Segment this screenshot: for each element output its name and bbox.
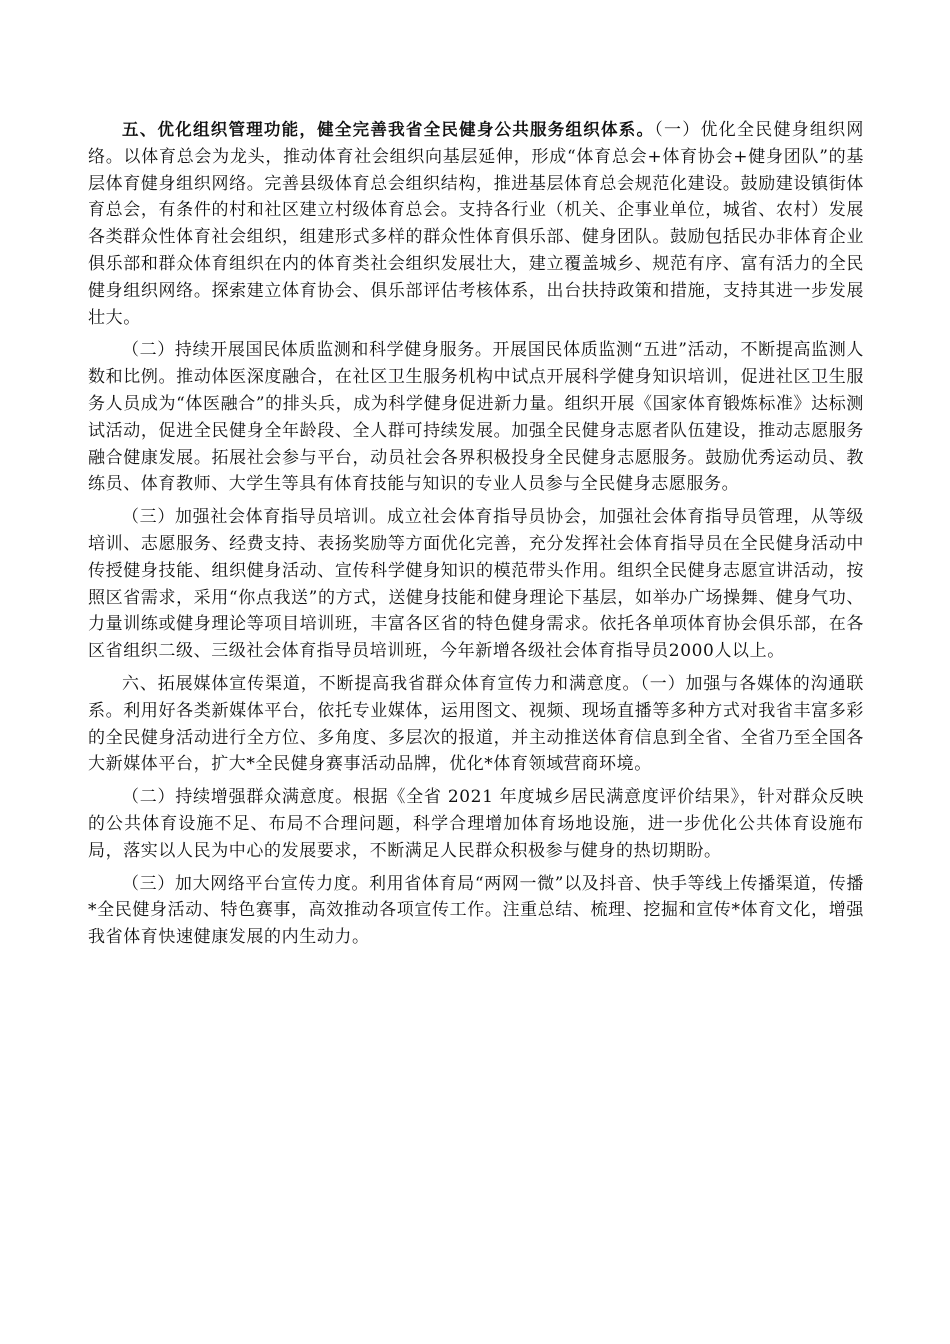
document-body	[88, 117, 864, 957]
paragraph-text: （二）持续开展国民体质监测和科学健身服务。开展国民体质监测“五进”活动，不断提高监测人数和比例。推动体医深度融合，在社区卫生服务机构中试点开展科学健身知识培训，促进社区卫生服务人员成为“体医融合”的排头兵，成为科学健身促进新力量。组织开展《国家体育锻炼标准》达标测试活动，促进全民健身全年龄段、全人群可持续发展。加强全民健身志愿者队伍建设，推动志愿服务融合健康发展。拓展社会参与平台，动员社会各界积极投身全民健身志愿服务。鼓励优秀运动员、教练员、体育教师、大学生等具有体育技能与知识的专业人员参与全民健身志愿服务。	[88, 340, 864, 495]
paragraph-text: （二）持续增强群众满意度。根据《全省 2021 年度城乡居民满意度评价结果》，针对群众反映的公共体育设施不足、布局不合理问题，科学合理增加体育场地设施，进一步优化公共体育设施布局，落实以人民为中心的发展要求，不断满足人民群众积极参与健身的热切期盼。	[88, 787, 864, 861]
paragraph-text: （三）加强社会体育指导员培训。成立社会体育指导员协会，加强社会体育指导员管理，从等级培训、志愿服务、经费支持、表扬奖励等方面优化完善，充分发挥社会体育指导员在全民健身活动中传授健身技能、组织健身活动、宣传科学健身知识的模范带头作用。组织全民健身志愿宣讲活动，按照区省需求，采用“你点我送”的方式，送健身技能和健身理论下基层，如举办广场操舞、健身气功、力量训练或健身理论等项目培训班，丰富各区省的特色健身需求。依托各单项体育协会俱乐部，在各区省组织二级、三级社会体育指导员培训班，今年新增各级社会体育指导员2000人以上。	[88, 507, 864, 662]
paragraph-instructor-training	[88, 504, 864, 665]
paragraph-text: （一）优化全民健身组织网络。以体育总会为龙头，推动体育社会组织向基层延伸，形成“体育总会+体育协会+健身团队”的基层体育健身组织网络。完善县级体育总会组织结构，推进基层体育总会规范化建设。鼓励建设镇街体育总会，有条件的村和社区建立村级体育总会。支持各行业（机关、企事业单位，城省、农村）发展各类群众性体育社会组织，组建形式多样的群众性体育俱乐部、健身团队。鼓励包括民办非体育企业俱乐部和群众体育组织在内的体育类社会组织发展壮大，建立覆盖城乡、规范有序、富有活力的全民健身组织网络。探索建立体育协会、俱乐部评估考核体系，出台扶持政策和措施，支持其进一步发展壮大。	[88, 120, 865, 328]
paragraph-text: 六、拓展媒体宣传渠道，不断提高我省群众体育宣传力和满意度。（一）加强与各媒体的沟通联系。利用好各类新媒体平台，依托专业媒体，运用图文、视频、现场直播等多种方式对我省丰富多彩的全民健身活动进行全方位、多角度、多层次的报道，并主动推送体育信息到全省、全省乃至全国各大新媒体平台，扩大*全民健身赛事活动品牌，优化*体育领域营商环境。	[88, 673, 864, 775]
section-five-heading: 五、优化组织管理功能，健全完善我省全民健身公共服务组织体系。	[122, 120, 655, 139]
paragraph-online-promotion	[88, 871, 864, 951]
paragraph-section-six	[88, 671, 864, 778]
paragraph-section-five	[88, 117, 864, 331]
paragraph-fitness-monitoring	[88, 337, 864, 498]
paragraph-text: （三）加大网络平台宣传力度。利用省体育局“两网一微”以及抖音、快手等线上传播渠道，传播*全民健身活动、特色赛事，高效推动各项宣传工作。注重总结、梳理、挖掘和宣传*体育文化，增强我省体育快速健康发展的内生动力。	[88, 873, 864, 948]
paragraph-satisfaction	[88, 784, 864, 864]
